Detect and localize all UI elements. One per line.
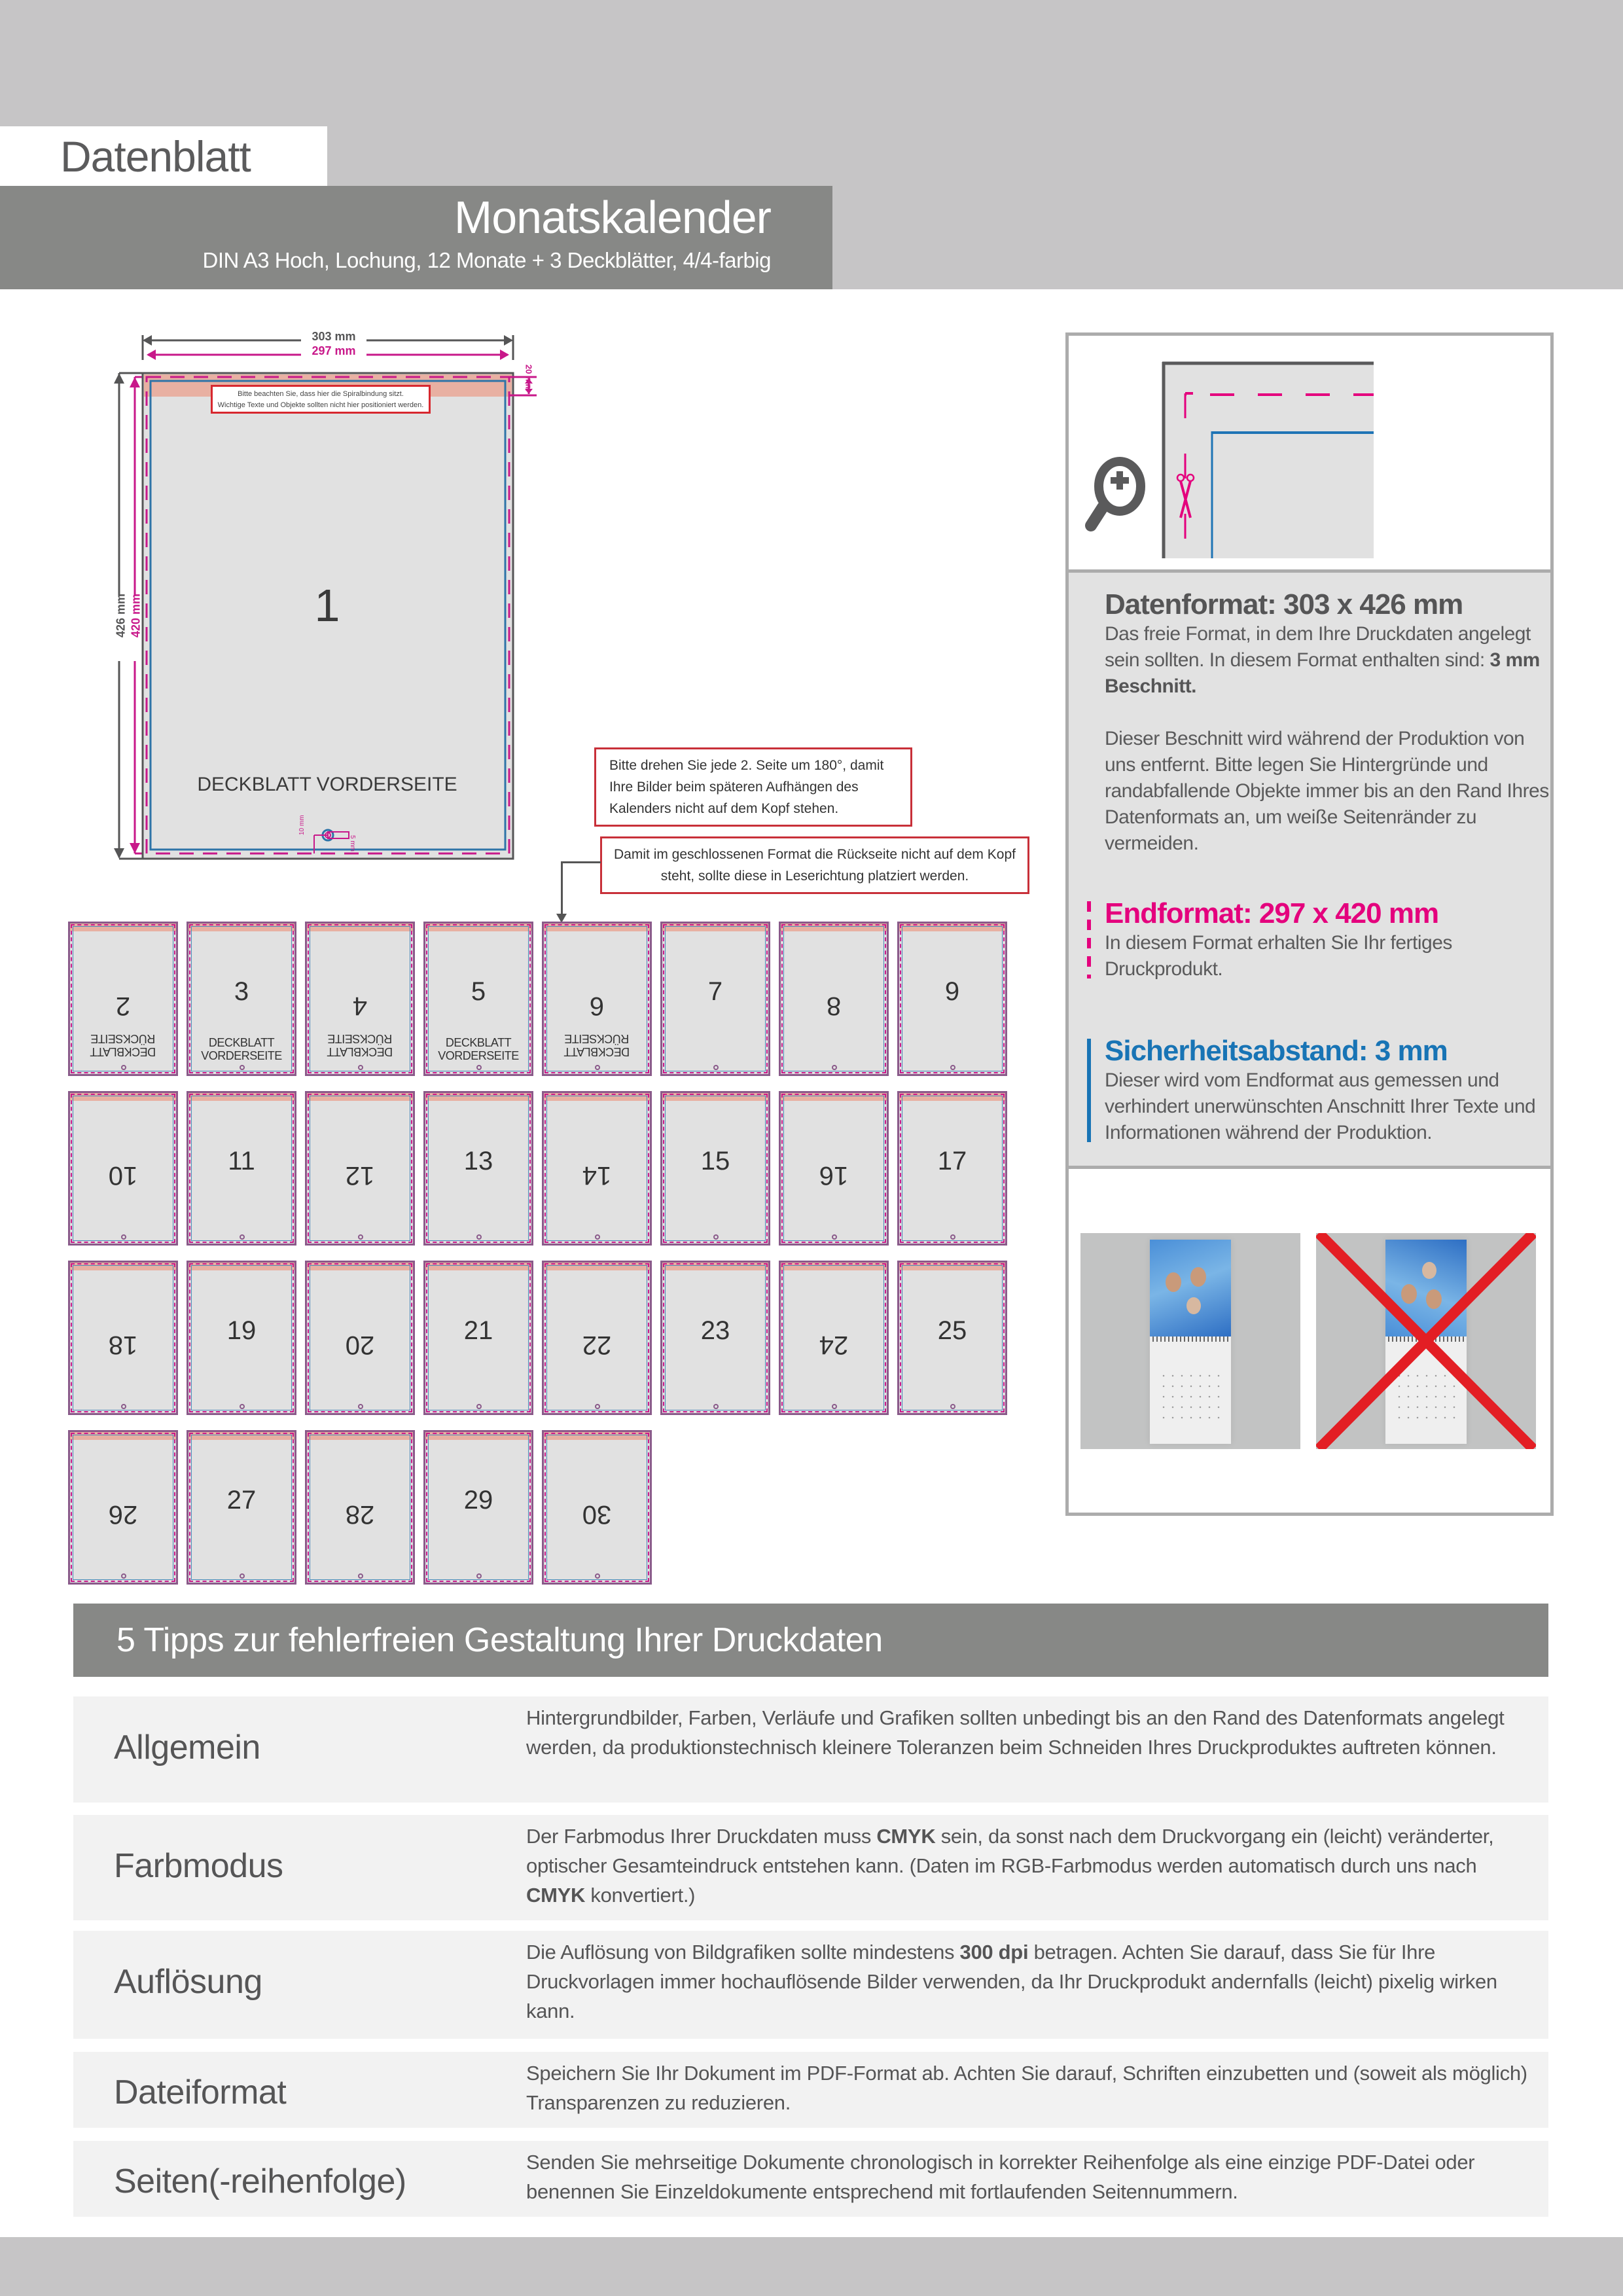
page-thumbnail: [68, 1261, 178, 1415]
page-thumbnail: [305, 922, 415, 1076]
tip-emphasis: 300 dpi: [959, 1941, 1029, 1964]
thumbnail-page-number: 25: [937, 1316, 967, 1345]
tip-text: Hintergrundbilder, Farben, Verläufe und Grafiken sollten unbedingt bis an den Rand des Datenformats angelegt werden, da produktionstechnisch kleinere Toleranzen beim Schneiden Ihres Druckproduktes auftreten können.: [526, 1706, 1505, 1759]
thumbnail-page-number: 16: [819, 1161, 849, 1190]
format-info: [1069, 573, 1550, 1169]
tip-row: [73, 1696, 1548, 1803]
thumbnail-page-number: 23: [700, 1316, 730, 1345]
calendar-image: [1150, 1240, 1231, 1444]
spiral-note-line2: Wichtige Texte und Objekte sollten nicht hier positioniert werden.: [217, 401, 424, 409]
page-thumbnail: [542, 922, 652, 1076]
tip-text: Der Farbmodus Ihrer Druckdaten muss: [526, 1825, 877, 1848]
thumbnail-page-number: 2: [115, 992, 131, 1020]
thumbnail-page-number: 7: [707, 977, 723, 1006]
final-height-label: 420 mm: [129, 593, 143, 638]
correct-calendar-photo: [1080, 1233, 1300, 1449]
leader-line-horizontal: [562, 861, 601, 863]
orientation-examples: [1069, 1169, 1550, 1513]
thumbnail-page-number: 21: [463, 1316, 493, 1345]
thumbnail-page-label: DECKBLATT RÜCKSEITE: [327, 1032, 393, 1058]
tip-title: Allgemein: [114, 1729, 260, 1767]
tip-row: [73, 2141, 1548, 2217]
product-title: Monatskalender: [454, 192, 771, 243]
detail-zoom-view: [1069, 336, 1550, 573]
thumbnail-page-number: 27: [226, 1486, 257, 1515]
thumbnail-page-label: DECKBLATT VORDERSEITE: [438, 1036, 519, 1062]
thumbnail-page-label: DECKBLATT RÜCKSEITE: [90, 1032, 156, 1058]
data-format-text: [1105, 621, 1550, 700]
tip-emphasis: CMYK: [526, 1884, 586, 1907]
thumbnail-page-number: 20: [345, 1331, 375, 1359]
red-x-icon: [1316, 1233, 1536, 1449]
thumbnail-page-number: 15: [700, 1147, 730, 1175]
page-thumbnail: [423, 1430, 533, 1585]
tip-description: [526, 2058, 1534, 2117]
thumbnail-page-number: 8: [826, 992, 842, 1020]
data-format-title: Datenformat: 303 x 426 mm: [1105, 588, 1463, 620]
spiral-margin-label: 20 mm: [524, 364, 534, 392]
tip-title: Dateiformat: [114, 2073, 287, 2111]
tip-title: Farbmodus: [114, 1847, 283, 1885]
thumbnail-page-number: 22: [582, 1331, 612, 1359]
page-thumbnail: [660, 922, 770, 1076]
page-thumbnail: [423, 922, 533, 1076]
page-thumbnail: [779, 922, 889, 1076]
product-subtitle: DIN A3 Hoch, Lochung, 12 Monate + 3 Deckblätter, 4/4-farbig: [202, 248, 771, 272]
spiral-warning-note: [211, 385, 431, 414]
corner-sheet: [1162, 362, 1374, 558]
thumbnail-page-number: 30: [582, 1500, 612, 1529]
thumbnail-page-number: 17: [937, 1147, 967, 1175]
spiral-note-line1: Bitte beachten Sie, dass hier die Spiralbindung sitzt.: [238, 390, 404, 398]
page-thumbnail: [897, 1091, 1007, 1246]
page-thumbnail: [423, 1091, 533, 1246]
thumbnail-page-number: 11: [228, 1147, 255, 1175]
thumbnail-page-number: 10: [108, 1161, 138, 1190]
safety-line-marker: [1087, 1039, 1091, 1142]
thumbnail-page-number: 4: [352, 992, 368, 1020]
page-thumbnail: [897, 922, 1007, 1076]
page-thumbnail: [305, 1261, 415, 1415]
bottom-band: [0, 2237, 1623, 2296]
tip-text: betragen. Achten Sie darauf, dass Sie für Ihre Druckvorlagen immer hochauflösende Bilder verwenden, da Ihr Druckprodukt andernfalls (leicht) pixelig wirken kann.: [526, 1941, 1497, 2022]
page-thumbnail: [68, 1091, 178, 1246]
hole-distance-label: 10 mm: [298, 815, 306, 835]
tip-row: [73, 1815, 1548, 1920]
final-width-label: 297 mm: [312, 344, 356, 357]
end-format-block: [1105, 897, 1550, 982]
rotate-pages-note: Bitte drehen Sie jede 2. Seite um 180°, damit Ihre Bilder beim späteren Aufhängen des Kalenders nicht auf dem Kopf stehen.: [594, 747, 912, 827]
tip-emphasis: CMYK: [876, 1825, 936, 1848]
page-thumbnail: [187, 1261, 296, 1415]
safety-block: [1105, 1035, 1550, 1146]
title-block: [0, 186, 832, 289]
page-thumbnail: [68, 1430, 178, 1585]
leader-line: [561, 861, 563, 918]
end-format-title: Endformat: 297 x 420 mm: [1105, 897, 1439, 929]
tips-header: 5 Tipps zur fehlerfreien Gestaltung Ihrer Druckdaten: [73, 1604, 1548, 1677]
thumbnail-page-number: 6: [589, 992, 605, 1020]
thumbnail-page-number: 26: [108, 1500, 138, 1529]
thumbnail-page-number: 29: [463, 1486, 493, 1515]
data-height-label: 426 mm: [114, 593, 128, 638]
page-thumbnail: [660, 1091, 770, 1246]
tip-title: Seiten(-reihenfolge): [114, 2162, 406, 2200]
safety-text: Dieser wird vom Endformat aus gemessen und verhindert unerwünschten Anschnitt Ihrer Texte und Informationen während der Produktion.: [1105, 1069, 1536, 1143]
tip-text: Senden Sie mehrseitige Dokumente chronologisch in korrekter Reihenfolge als eine einzige PDF-Datei oder benennen Sie Einzeldokumente entsprechend mit fortlaufenden Seitennummern.: [526, 2151, 1475, 2203]
thumbnail-page-number: 24: [819, 1331, 849, 1359]
end-format-text: In diesem Format erhalten Sie Ihr fertiges Druckprodukt.: [1105, 932, 1452, 980]
thumbnail-page-number: 3: [234, 977, 249, 1006]
tip-text: konvertiert.): [585, 1884, 696, 1907]
data-format-block: [1105, 588, 1550, 857]
tip-description: [526, 1703, 1534, 1762]
page-thumbnail: [897, 1261, 1007, 1415]
tip-description: [526, 2147, 1534, 2206]
page-thumbnail: [187, 922, 296, 1076]
page-1-label: DECKBLATT VORDERSEITE: [197, 774, 457, 795]
back-cover-note: Damit im geschlossenen Format die Rückseite nicht auf dem Kopf steht, sollte diese in Leserichtung platziert werden.: [600, 836, 1029, 894]
data-format-text-2: Dieser Beschnitt wird während der Produktion von uns entfernt. Bitte legen Sie Hintergründe und randabfallende Objekte immer bis an den Rand Ihres Datenformats an, um weiße Seitenränder zu vermeiden.: [1105, 728, 1549, 854]
safety-title: Sicherheitsabstand: 3 mm: [1105, 1035, 1448, 1067]
info-panel: [1065, 332, 1554, 1516]
thumbnail-page-number: 18: [108, 1331, 138, 1359]
page-thumbnail: [660, 1261, 770, 1415]
page-thumbnail: [542, 1091, 652, 1246]
page-thumbnail: [423, 1261, 533, 1415]
page-thumbnail: [779, 1091, 889, 1246]
tip-row: [73, 2052, 1548, 2128]
tip-title: Auflösung: [114, 1963, 262, 2001]
thumbnail-page-number: 13: [463, 1147, 493, 1175]
thumbnail-page-label: DECKBLATT RÜCKSEITE: [563, 1032, 630, 1058]
thumbnail-page-number: 5: [471, 977, 486, 1006]
thumbnail-page-number: 14: [582, 1161, 612, 1190]
tip-text: Speichern Sie Ihr Dokument im PDF-Format ab. Achten Sie darauf, Schriften einzubetten und (soweit als möglich) Transparenzen zu reduzieren.: [526, 2062, 1527, 2114]
cut-line-marker: [1087, 901, 1091, 978]
page-thumbnail: [187, 1430, 296, 1585]
format-diagram: [105, 321, 550, 864]
thumbnail-page-number: 12: [345, 1161, 375, 1190]
thumbnail-page-label: DECKBLATT VORDERSEITE: [201, 1036, 282, 1062]
page-thumbnail: [779, 1261, 889, 1415]
page-thumbnail: [542, 1430, 652, 1585]
tip-text: Die Auflösung von Bildgrafiken sollte mindestens: [526, 1941, 960, 1964]
corner-detail: [1069, 336, 1550, 573]
wrong-calendar-photo: [1316, 1233, 1536, 1449]
data-format-text-part1: Das freie Format, in dem Ihre Druckdaten angelegt sein sollten. In diesem Format enthalten sind:: [1105, 623, 1531, 671]
tip-description: [526, 1821, 1534, 1910]
tip-description: [526, 1937, 1534, 2026]
bleed-emphasis: 3 mm Beschnitt.: [1105, 649, 1540, 697]
datenblatt-tag: Datenblatt: [0, 126, 327, 187]
thumbnail-page-number: 9: [944, 977, 960, 1006]
page-number-1: 1: [314, 580, 340, 631]
page-thumbnail: [68, 922, 178, 1076]
page-thumbnail: [187, 1091, 296, 1246]
hole-size-label: 5 mm: [349, 835, 356, 852]
thumbnail-page-number: 28: [345, 1500, 375, 1529]
thumbnail-page-number: 19: [226, 1316, 257, 1345]
tip-row: [73, 1931, 1548, 2039]
data-width-label: 303 mm: [312, 330, 356, 343]
page-thumbnail: [305, 1430, 415, 1585]
page-thumbnail: [305, 1091, 415, 1246]
page-thumbnail: [542, 1261, 652, 1415]
tip-text: sein, da sonst nach dem Druckvorgang ein (leicht) veränderter, optischer Gesamteindruck entstehen kann. (Daten im RGB-Farbmodus werden automatisch durch uns nach: [526, 1825, 1494, 1877]
magnifier-plus-icon: [1091, 461, 1141, 526]
